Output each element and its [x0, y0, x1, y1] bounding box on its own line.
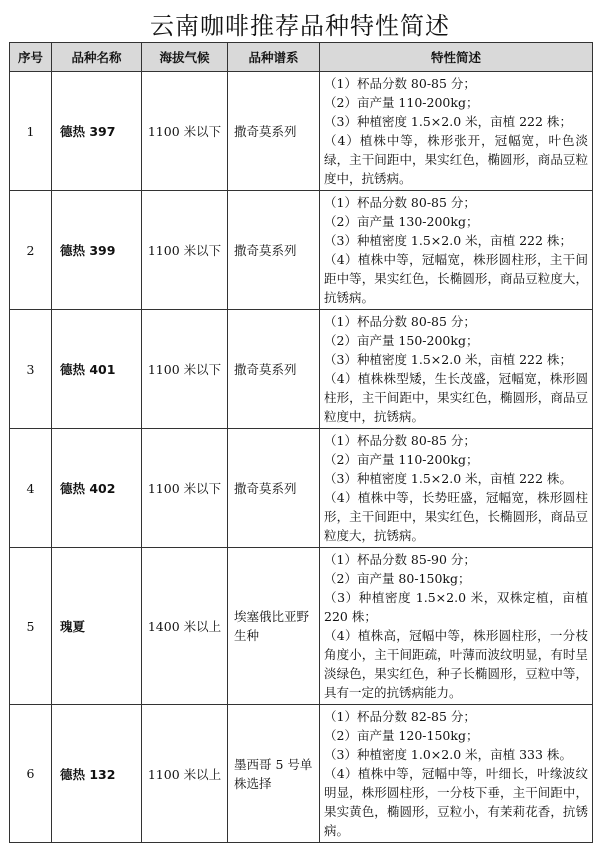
- altitude-cell: 1100 米以下: [142, 191, 228, 310]
- description-cell: [320, 191, 593, 310]
- description-line: （2）亩产量 130-200kg；: [324, 214, 479, 229]
- description-line: （3）种植密度 1.5×2.0 米，亩植 222 株；: [324, 352, 572, 367]
- description-line: （2）亩产量 150-200kg；: [324, 333, 479, 348]
- description-line: （4）植株中等，冠幅中等，叶细长，叶缘波纹明显，株形圆柱形，一分枝下垂，主干间距中，果实黄色，椭圆形，豆粒小，有茉莉花香，抗锈病。: [324, 766, 588, 838]
- header-num: 序号: [10, 43, 52, 72]
- lineage-cell: 埃塞俄比亚野生种: [228, 548, 320, 705]
- table-row: [10, 548, 593, 705]
- variety-name: 德热 132: [52, 705, 142, 843]
- row-number: 6: [10, 705, 52, 843]
- lineage-cell: 墨西哥 5 号单株选择: [228, 705, 320, 843]
- description-line: （3）种植密度 1.5×2.0 米，双株定植，亩植 220 株；: [324, 590, 588, 624]
- description-line: （4）植株高，冠幅中等，株形圆柱形，一分枝角度小，主干间距疏，叶薄而波纹明显，有时呈淡绿色，果实红色，种子长椭圆形，豆粒中等，具有一定的抗锈病能力。: [324, 628, 588, 700]
- description-line: （2）亩产量 110-200kg；: [324, 95, 479, 110]
- lineage-cell: 撒奇莫系列: [228, 72, 320, 191]
- variety-table: [9, 42, 593, 843]
- description-cell: [320, 429, 593, 548]
- row-number: 1: [10, 72, 52, 191]
- lineage-cell: 撒奇莫系列: [228, 191, 320, 310]
- description-line: （1）杯品分数 82-85 分；: [324, 709, 476, 724]
- description-line: （3）种植密度 1.5×2.0 米，亩植 222 株。: [324, 471, 572, 486]
- variety-name: 德热 397: [52, 72, 142, 191]
- description-line: （1）杯品分数 80-85 分；: [324, 195, 476, 210]
- description-line: （1）杯品分数 80-85 分；: [324, 433, 476, 448]
- description-line: （3）种植密度 1.0×2.0 米，亩植 333 株。: [324, 747, 572, 762]
- table-row: [10, 310, 593, 429]
- row-number: 3: [10, 310, 52, 429]
- description-cell: [320, 310, 593, 429]
- description-line: （4）植株株型矮，生长茂盛，冠幅宽，株形圆柱形，主干间距中，果实红色，椭圆形，商品豆粒度中，抗锈病。: [324, 371, 588, 424]
- altitude-cell: 1100 米以上: [142, 705, 228, 843]
- altitude-cell: 1100 米以下: [142, 310, 228, 429]
- row-number: 5: [10, 548, 52, 705]
- description-line: （2）亩产量 80-150kg；: [324, 571, 471, 586]
- header-name: 品种名称: [52, 43, 142, 72]
- table-row: [10, 72, 593, 191]
- description-cell: [320, 548, 593, 705]
- description-line: （3）种植密度 1.5×2.0 米，亩植 222 株；: [324, 233, 572, 248]
- header-lineage: 品种谱系: [228, 43, 320, 72]
- description-line: （4）植株中等，长势旺盛，冠幅宽，株形圆柱形，主干间距中，果实红色，长椭圆形，商品豆粒度大，抗锈病。: [324, 490, 588, 543]
- altitude-cell: 1100 米以下: [142, 72, 228, 191]
- table-row: [10, 191, 593, 310]
- variety-name: 德热 401: [52, 310, 142, 429]
- variety-name: 瑰夏: [52, 548, 142, 705]
- page-title: 云南咖啡推荐品种特性简述: [150, 12, 450, 40]
- description-line: （1）杯品分数 80-85 分；: [324, 314, 476, 329]
- description-cell: [320, 72, 593, 191]
- row-number: 2: [10, 191, 52, 310]
- lineage-cell: 撒奇莫系列: [228, 429, 320, 548]
- row-number: 4: [10, 429, 52, 548]
- lineage-cell: 撒奇莫系列: [228, 310, 320, 429]
- description-line: （3）种植密度 1.5×2.0 米，亩植 222 株；: [324, 114, 572, 129]
- variety-name: 德热 399: [52, 191, 142, 310]
- altitude-cell: 1400 米以上: [142, 548, 228, 705]
- header-desc: 特性简述: [320, 43, 593, 72]
- description-cell: [320, 705, 593, 843]
- description-line: （1）杯品分数 80-85 分；: [324, 76, 476, 91]
- variety-name: 德热 402: [52, 429, 142, 548]
- altitude-cell: 1100 米以下: [142, 429, 228, 548]
- table-header-row: [10, 43, 593, 72]
- description-line: （4）植株中等，株形张开，冠幅宽，叶色淡绿，主干间距中，果实红色，椭圆形，商品豆粒度中，抗锈病。: [324, 133, 588, 186]
- description-line: （4）植株中等，冠幅宽，株形圆柱形，主干间距中等，果实红色，长椭圆形，商品豆粒度大，抗锈病。: [324, 252, 588, 305]
- description-line: （2）亩产量 110-200kg；: [324, 452, 479, 467]
- header-altitude: 海拔气候: [142, 43, 228, 72]
- table-row: [10, 705, 593, 843]
- table-row: [10, 429, 593, 548]
- description-line: （1）杯品分数 85-90 分；: [324, 552, 476, 567]
- description-line: （2）亩产量 120-150kg；: [324, 728, 479, 743]
